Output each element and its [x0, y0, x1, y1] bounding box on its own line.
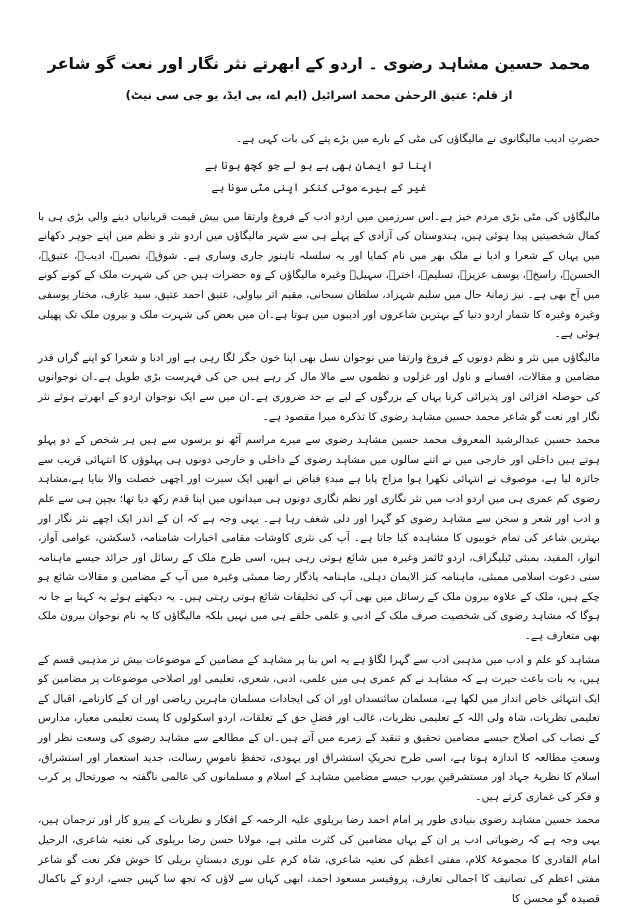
verse-line: اپنا تو ایمان بھی ہے ہو لے جو کچھ ہونا ہے — [204, 158, 434, 172]
article-title: محمد حسین مشاہد رضوی ۔ اردو کے ابھرتے نثر نگار اور نعت گو شاعر — [47, 54, 591, 73]
body-paragraph: محمد حسین عبدالرشید المعروف محمد حسین مشاہد رضوی سے میرے مراسم آٹھ نو برسوں سے ہیں ہر شخص کے دو پہلو ہوتے ہیں داخلی اور خارجی میں نے اتنے سالوں میں مشاہد رضوی کے داخلی و خارجی دونوں ہی پہلوؤں کا انتہائی قریب سے جائزہ لیا ہے، موصوف نے انتہائی نکھرا ہوا مزاج پایا ہے مبدءِ فیاض نے انھیں ایک سیرت اور اچھی خصلت والا بنایا ہے،مشاہد رضوی کم عمری ہی میں اردو ادب میں نثر نگاری اور نظم نگاری دونوں ہی میدانوں میں اپنا قدم رکھ دیا تھا؛ بچپن ہی سے علم و ادب اور شعر و سخن سے مشاہد رضوی کو گہرا اور دلی شغف رہا ہے۔ یہی وجہ ہے کہ ان کے اندر ایک اچھے نثر نگار اور بہترین شاعر کی تمام خوبیوں کا مشاہدہ کیا جاتا ہے۔ آپ کی نثری کاوشات مقامی اخبارات شامنامہ، ڈسکشن، عوامی آواز، انوار، المفید، بمبئی ٹیلیگراف، اردو ٹائمز وغیرہ میں شائع ہوتی رہی ہیں، اسی طرح ملک کے رسائل اور جرائد جیسے ماہنامہ سنی دعوت اسلامی ممبئی، ماہنامہ کنز الایمان دہلی، ماہنامہ یادگار رضا ممبئی وغیرہ میں آپ کے مضامین و مقالات شائع ہو چکے ہیں، ملک کے علاوہ بیرون ملک کے رسائل میں بھی آپ کی تخلیقات شائع ہوتی رہتی ہیں۔ یہ دیکھتے ہوئے یہ کہنا بے جا نہ ہوگا کہ مشاہد رضوی کی شخصیت صرف ملک کے ادبی و علمی حلقے ہی میں نہیں بلکہ مالیگاؤں کا یہ نام نوجوان بیرون ملک بھی متعارف ہے۔ — [38, 434, 600, 643]
verse-couplet — [38, 156, 600, 198]
body-paragraph: محمد حسین مشاہد رضوی بنیادی طور پر امام احمد رضا بریلوی علیہ الرحمہ کے افکار و نظریات کے پیرو کار اور ترجمان ہیں، یہی وجہ ہے کہ رضویاتی ادب پر ان کے یہاں مضامین کی کثرت ملتی ہے، مولانا حسن رضا بریلوی کی نعتیہ شاعری، الرحیل امام القادری کا مجموعۂ کلام، مفتی اعظم کی نعتیہ شاعری، شاہ کرم علی نوری دبستانِ بریلی کا خوش فکر نعت گو شاعر مفتی اعظم کی تصانیف کا اجمالی تعارف، پروفیسر مسعود احمد، ابھی کہاں سے لاؤں کہ تجھ سا کہیں جسے، اردو کے باکمال قصیدہ گو محسن کا — [38, 814, 600, 905]
intro-paragraph: حضرتِ ادیب مالیگانوی نے مالیگاؤں کی مٹی کے بارے میں بڑے پتے کی بات کہی ہے۔ — [236, 133, 600, 145]
body-paragraph: مالیگاؤں میں نثر و نظم دونوں کے فروغ وارتقا میں نوجوان نسل بھی اپنا خون جگر لگا رہی ہے اور ادبا و شعرا کو اپنے گراں قدر مضامین و مقالات، افسانے و ناول اور غزلوں و نظموں سے مالا مال کر رہے ہیں جن کی فہرست بڑی طویل ہے۔ان نوجوانوں کی حوصلہ افزائی اور پذیرائی کرنا یہاں کے بزرگوں کے لیے بے حد ضروری ہے۔ان میں سے ایک نوجوان اردو کے ابھرتے ہوئے نثر نگار اور نعت گو شاعر محمد حسین مشاہد رضوی کا تذکرہ میرا مقصود ہے۔ — [38, 351, 600, 423]
body-paragraph: مشاہد کو علم و ادب میں مذہبی ادب سے گہرا لگاؤ ہے یہ اس بنا پر مشاہد کے مضامین کے موضوعات بیش تر مذہبی قسم کے ہیں، یہ بات باعث حیرت ہے کہ مشاہد نے کم عمری ہی میں علمی، ادبی، شعری، تعلیمی اور اصلاحی موضوعات پر مضامین کو ایک انتہائی خاص انداز میں لکھا ہے، مسلمان سائنسداں اور ان کی ایجادات مسلمان ماہرین ریاضی اور ان کے کارنامے، اقبال کے تعلیمی نظریات، شاہ ولی اللہ کے تعلیمی نظریات، غالب اور فضلِ حق کے تعلقات، اردو اسکولوں کا پست تعلیمی معیار، مدارس کے نصاب کی اصلاح جیسے مضامین تحقیق و تنقید کے زمرے میں آتے ہیں۔ان کے مطالعے سے مشاہد رضوی کی وسعت نظر اور وسعتِ مطالعہ کا اندازہ ہوتا ہے، اسی طرح تحریکِ استشراق اور یہودی، تحفظِ ناموسِ رسالت، جدید استعمار اور استشراق، اسلام کا نظریۂ جہاد اور مستشرقینِ یورپ جیسے مضامین مشاہد کے اسلام و مسلمانوں کی عالمی ناگفتہ بہ صورتحال پر کرب و فکر کی غمازی کرتے ہیں۔ — [38, 653, 600, 803]
verse-line: غیر کے ہیرے موتی کنکر اپنی مٹی سونا ہے — [211, 180, 427, 194]
author-byline: از قلم: عتیق الرحمٰن محمد اسرائیل (ایم اے، بی ایڈ، یو جی سی نیٹ) — [125, 88, 513, 102]
body-paragraph: مالیگاؤں کی مٹی بڑی مردم خیز ہے۔اس سرزمین میں اردو ادب کے فروغ وارتقا میں بیش قیمت قربانیاں دینے والی بڑی ہی با کمال شخصیتیں پیدا ہوئی ہیں، ہندوستان کی آزادی کے پہلے ہی سے شہر مالیگاؤں میں اردو نثر و نظم میں اپنے جوہر دکھانے میں یہاں کے شعرا و ادبا نے ملک بھر میں نام کمایا اور یہ سلسلہ تاہنوز جاری وساری ہے۔ شوقؔ، نصیرؔ، ادیبؔ، عتیقؔ، الحسنؔ، راسخؔ، یوسف عزیزؔ، تسلیمؔ، اخترؔ، سہیلؔ وغیرہ مالیگاؤں کے وہ حضرات ہیں جن کی شہرت ملک کے کونے کونے میں آج بھی ہے۔ نیز زمانۂ حال میں سلیم شہزاد، سلطان سبحانی، مقیم اثر بیاولی، عتیق احمد عتیق، سید عارف، مختار یوسفی وغیرہ وغیرہ کا شمار اردو دنیا کے بہترین شاعروں اور ادیبوں میں ہوتا ہے۔ان میں بعض کی شہرت ملک و بیرون ملک تک پھیلی ہوئی ہے۔ — [38, 210, 600, 341]
